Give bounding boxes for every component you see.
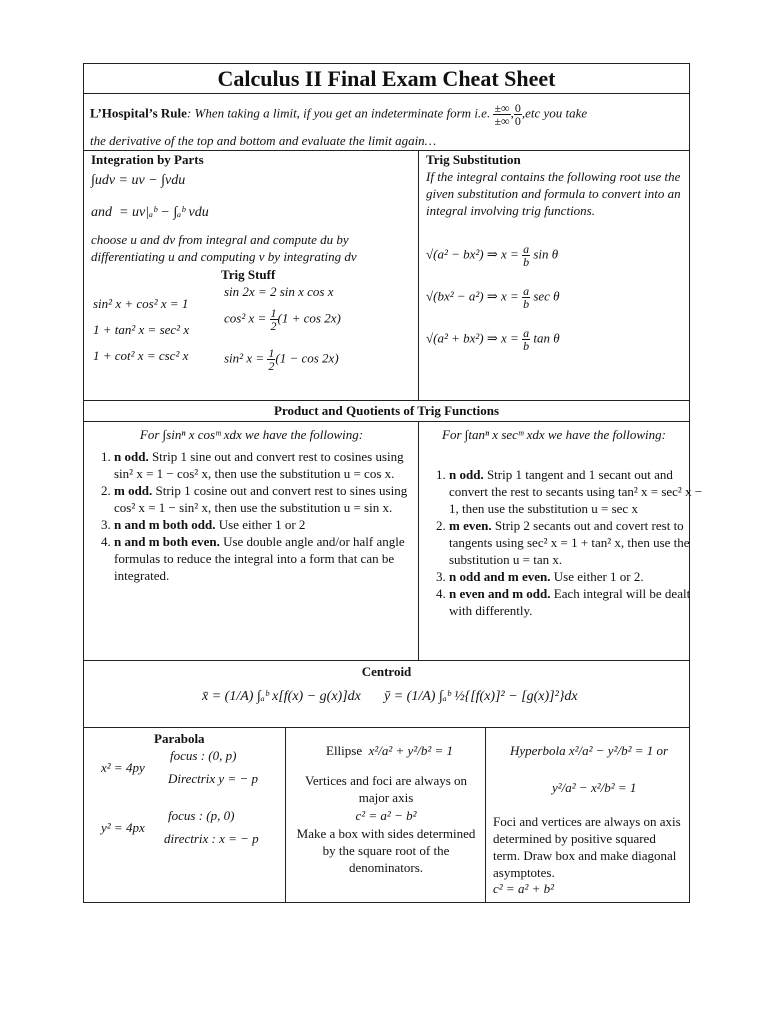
hyperbola-note: Foci and vertices are always on axis determined by positive squared term. Draw box and make diagonal asymptotes. bbox=[493, 814, 681, 880]
ibp-trig-row bbox=[84, 151, 689, 401]
lhospital-text-c: the derivative of the top and bottom and evaluate the limit again… bbox=[90, 133, 437, 148]
hyperbola-label: Hyperbola bbox=[510, 743, 566, 758]
page-title: Calculus II Final Exam Cheat Sheet bbox=[217, 66, 556, 91]
identity-pythag-1: sin² x + cos² x = 1 bbox=[93, 296, 189, 311]
hyperbola-eq-2: y²/a² − x²/b² = 1 bbox=[552, 780, 637, 795]
conics-row bbox=[84, 728, 689, 902]
identity-sin-half: sin² x = $\frac{1}{2}$ (1 − cos 2x) bbox=[224, 346, 339, 373]
pq-sin-cos-item: 3. n and m both odd. Use either 1 or 2 bbox=[114, 516, 424, 533]
pq-tan-sec-intro: For ∫tanⁿ x secᵐ xdx we have the following: bbox=[442, 427, 666, 442]
product-quotient-row bbox=[84, 401, 703, 661]
parabola-directrix-1: Directrix y = − p bbox=[168, 771, 258, 786]
pq-tan-sec-item: 4. n even and m odd. Each integral will be dealt with differently. bbox=[449, 585, 704, 619]
pq-sin-cos-list bbox=[84, 448, 424, 584]
centroid-ybar: ȳ = (1/A) ∫ₐᵇ ½{[f(x)]² − [g(x)]²}dx bbox=[384, 689, 578, 704]
identity-pythag-3: 1 + cot² x = csc² x bbox=[93, 348, 189, 363]
parabola-focus-1: focus : (0, p) bbox=[170, 748, 237, 763]
hyperbola-or: or bbox=[656, 743, 669, 758]
pq-sin-cos-item: 4. n and m both even. Use double angle and/or half angle formulas to reduce the integral into a form that can be integrated. bbox=[114, 533, 424, 584]
ibp-formula-2: and = uv|ₐᵇ − ∫ₐᵇ vdu bbox=[91, 205, 209, 220]
trig-sub-sec: √(bx² − a²) ⇒ x = $\frac{a}{b}$ sec θ bbox=[426, 284, 560, 311]
pq-sin-cos-intro: For ∫sinⁿ x cosᵐ xdx we have the following: bbox=[139, 427, 364, 442]
pq-tan-sec-item: 3. n odd and m even. Use either 1 or 2. bbox=[449, 568, 704, 585]
centroid-row bbox=[84, 661, 689, 728]
hyperbola-c-eq: c² = a² + b² bbox=[493, 881, 555, 896]
ellipse-label: Ellipse bbox=[326, 743, 363, 758]
trig-sub-note: If the integral contains the following root use the given substitution and formula to convert into an integral involving trig functions. bbox=[426, 169, 681, 218]
lhospital-frac-infinity: $\frac{\pm\infty}{\pm\infty}$ bbox=[494, 101, 510, 128]
trig-sub-sin: √(a² − bx²) ⇒ x = $\frac{a}{b}$ sin θ bbox=[426, 242, 559, 269]
trig-identities-left bbox=[93, 291, 189, 369]
parabola-directrix-2: directrix : x = − p bbox=[164, 831, 259, 846]
lhospital-row bbox=[84, 94, 689, 151]
ellipse-note-2: Make a box with sides determined by the square root of the denominators. bbox=[296, 826, 476, 875]
pq-tan-sec-item: 1. n odd. Strip 1 tangent and 1 secant out and convert the rest to secants using tan² x = sec² x − 1, then use the substitution u = sec x bbox=[449, 466, 704, 517]
identity-pythag-2: 1 + tan² x = sec² x bbox=[93, 322, 190, 337]
trig-sub-heading: Trig Substitution bbox=[426, 152, 521, 167]
pq-tan-sec-item: 2. m even. Strip 2 secants out and covert rest to tangents using sec² x = 1 + tan² x, then use the substitution u = tan x. bbox=[449, 517, 704, 568]
lhospital-text-a: : When taking a limit, if you get an indeterminate form i.e. bbox=[186, 105, 491, 121]
lhospital-label: L’Hospital’s Rule bbox=[90, 105, 187, 121]
trig-sub-tan: √(a² + bx²) ⇒ x = $\frac{a}{b}$ tan θ bbox=[426, 326, 560, 353]
lhospital-line1: L’Hospital’s Rule: When taking a limit, if you get an indeterminate form i.e. $\frac{\pm\infty}{\pm\infty}$ , $\frac{0}{0}$ ,etc you take bbox=[90, 101, 588, 128]
ibp-heading: Integration by Parts bbox=[91, 152, 204, 167]
ellipse-c-eq: c² = a² − b² bbox=[355, 808, 417, 823]
parabola-eq-1: x² = 4py bbox=[101, 760, 145, 775]
pq-sin-cos-item: 2. m odd. Strip 1 cosine out and convert rest to sines using cos² x = 1 − sin² x, then use the substitution u = sin x. bbox=[114, 482, 424, 516]
parabola-focus-2: focus : (p, 0) bbox=[168, 808, 235, 823]
cheat-sheet bbox=[83, 63, 703, 903]
lhospital-frac-zero: $\frac{0}{0}$ bbox=[514, 101, 521, 128]
lhospital-text-b: ,etc you take bbox=[521, 105, 588, 121]
trig-stuff-heading: Trig Stuff bbox=[221, 267, 276, 282]
identity-double-angle: sin 2x = 2 sin x cos x bbox=[224, 284, 334, 299]
parabola-eq-2: y² = 4px bbox=[101, 820, 145, 835]
ibp-cell bbox=[84, 151, 419, 400]
ibp-note: choose u and dv from integral and compute du by differentiating u and computing v by integrating dv bbox=[91, 232, 357, 264]
centroid-xbar: x̄ = (1/A) ∫ₐᵇ x[f(x) − g(x)]dx bbox=[202, 689, 361, 704]
pq-heading: Product and Quotients of Trig Functions bbox=[274, 403, 499, 418]
pq-sin-cos-item: 1. n odd. Strip 1 sine out and convert rest to cosines using sin² x = 1 − cos² x, then use the substitution u = cos x. bbox=[114, 448, 424, 482]
hyperbola-title-line bbox=[510, 742, 668, 759]
title-row bbox=[84, 64, 689, 94]
pq-sin-cos-cell bbox=[84, 421, 419, 660]
parabola-cell bbox=[84, 728, 286, 902]
pq-tan-sec-cell bbox=[419, 421, 703, 660]
ibp-formula-1: ∫udv = uv − ∫vdu bbox=[91, 173, 186, 188]
identity-cos-half: cos² x = $\frac{1}{2}$ (1 + cos 2x) bbox=[224, 306, 341, 333]
trig-sub-cell bbox=[419, 151, 689, 400]
ellipse-note-1: Vertices and foci are always on major axis bbox=[304, 773, 468, 805]
hyperbola-cell bbox=[486, 728, 689, 902]
centroid-heading: Centroid bbox=[361, 664, 412, 679]
pq-tan-sec-list bbox=[419, 466, 704, 619]
ellipse-title-line bbox=[326, 742, 453, 759]
parabola-heading: Parabola bbox=[154, 731, 205, 746]
hyperbola-eq-1: x²/a² − y²/b² = 1 bbox=[568, 743, 654, 758]
ellipse-eq: x²/a² + y²/b² = 1 bbox=[368, 743, 454, 758]
ellipse-cell bbox=[286, 728, 486, 902]
